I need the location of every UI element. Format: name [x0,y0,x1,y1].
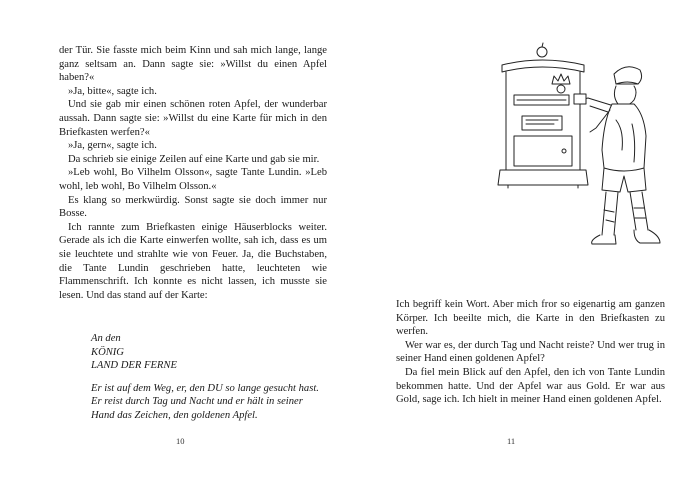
left-page-text [59,44,327,302]
page-number: 11 [507,436,516,446]
paragraph: Wer war es, der durch Tag und Nacht reiste? Und wer trug in seiner Hand einen goldenen Apfel? [396,339,665,365]
paragraph: »Leb wohl, Bo Vilhelm Olsson«, sagte Tante Lundin. »Leb wohl, leb wohl, Bo Vilhelm Olsson.« [59,167,327,192]
left-page [0,0,345,500]
paragraph: »Ja, gern«, sagte ich. [68,140,157,152]
paragraph: Ich rannte zum Briefkasten einige Häuserblocks weiter. Gerade als ich die Karte einwerfen wollte, sah ich, dass es um sie leuchtete und strahlte wie von Feuer. Ja, die Buchstaben, die Tante Lundin geschrieben hatte, leuchteten wie Flammenschrift. Ich konnte es nicht lassen, ich musste sie lesen. Und das stand auf der Karte: [59,221,327,301]
paragraph: Es klang so merkwürdig. Sonst sagte sie doch immer nur Bosse. [59,194,327,220]
postcard-address [91,332,321,423]
paragraph: Und sie gab mir einen schönen roten Apfel, der wunderbar aussah. Dann sagte sie: »Willst du eine Karte für mich in den Briefkasten werfen?« [59,99,327,138]
right-page-text [396,298,665,407]
address-line: An den [91,333,121,344]
paragraph: Da fiel mein Blick auf den Apfel, den ich von Tante Lundin bekommen hatte. Und der Apfel war aus Gold. Er war aus Gold, sage ich. Ich hielt in meiner Hand einen goldenen Apfel. [396,366,665,406]
page-number: 10 [176,436,185,446]
address-line: LAND DER FERNE [91,360,177,372]
right-page [346,0,691,500]
boy-at-mailbox-illustration [484,40,674,275]
postcard-message: Er ist auf dem Weg, er, den DU so lange gesucht hast. Er reist durch Tag und Nacht und er hält in seiner Hand das Zeichen, den goldenen Apfel. [91,382,319,421]
paragraph: Ich begriff kein Wort. Aber mich fror so eigenartig am ganzen Körper. Ich beeilte mich, die Karte in den Briefkasten zu werfen. [396,299,665,338]
paragraph: der Tür. Sie fasste mich beim Kinn und sah mich lange, lange ganz seltsam an. Dann sagte sie: »Willst du einen Apfel haben?« [59,45,327,84]
address-line: KÖNIG [91,346,124,358]
paragraph: Da schrieb sie einige Zeilen auf eine Karte und gab sie mir. [68,153,320,165]
paragraph: »Ja, bitte«, sagte ich. [68,85,157,97]
